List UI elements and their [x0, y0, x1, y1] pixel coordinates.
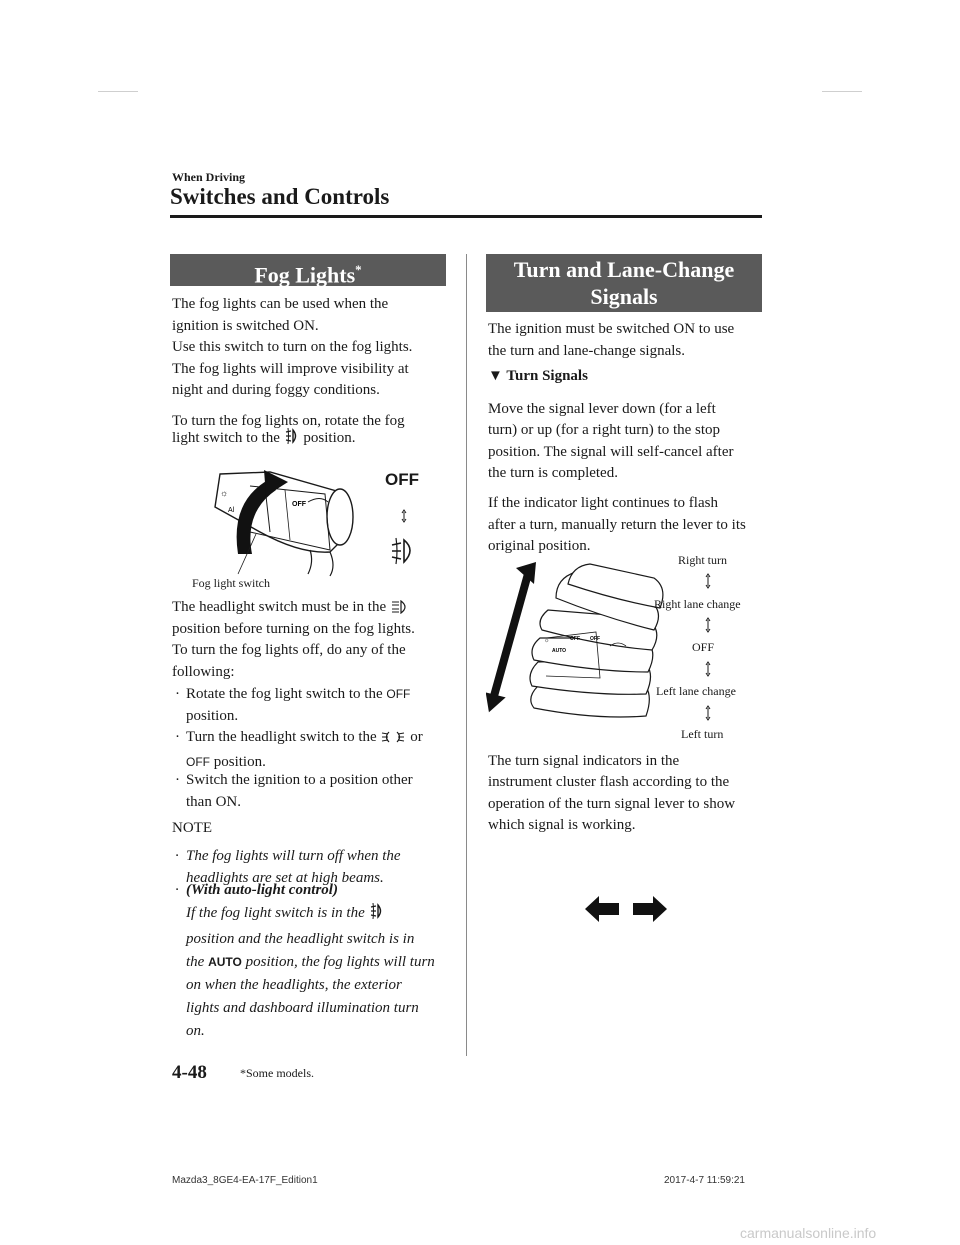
note-body — [186, 902, 435, 1043]
bullet-text: position. — [213, 753, 266, 770]
note-text: If the fog light switch is in the — [186, 905, 365, 921]
fog-rotate-line: To turn the fog lights on, rotate the fog — [172, 413, 405, 429]
turn-para-line: after a turn, manually return the lever to its — [488, 517, 746, 533]
svg-text:OFF: OFF — [570, 636, 580, 642]
bullet-text: or — [410, 729, 423, 745]
turn-indicator-arrows — [585, 896, 667, 922]
fog-intro-line: The fog lights will improve visibility at — [172, 361, 409, 377]
fog-switch-figure — [190, 462, 446, 592]
turn-heading-line1: Turn and Lane-Change — [513, 257, 735, 282]
note-item: · The fog lights will turn off when the headlights are set at high beams. — [175, 848, 401, 886]
fog-intro-line: Use this switch to turn on the fog lights. — [172, 339, 413, 355]
headlight-text: The headlight switch must be in the — [172, 599, 387, 615]
list-item: · Switch the ignition to a position other than ON. — [175, 772, 413, 810]
note-text: lights and dashboard illumination turn — [186, 1000, 419, 1016]
headlight-line1 — [172, 597, 410, 622]
fig-label-off: OFF — [692, 640, 715, 654]
crop-mark-right — [822, 91, 862, 92]
note-label: NOTE — [172, 820, 212, 836]
turn-intro-line: The ignition must be switched ON to use — [488, 321, 735, 337]
turn-para-line: the turn is completed. — [488, 465, 618, 481]
svg-text:OFF: OFF — [292, 501, 306, 508]
fig-label-right-turn: Right turn — [678, 553, 728, 567]
page-title: Switches and Controls — [170, 184, 390, 209]
right-turn-arrow-icon — [633, 896, 667, 922]
svg-text:☼: ☼ — [220, 488, 229, 498]
note-subhead: (With auto-light control) — [186, 882, 338, 898]
turn-para-line: instrument cluster flash according to the — [488, 774, 730, 790]
headlight-line: position before turning on the fog lights. — [172, 621, 415, 637]
list-item: · Rotate the fog light switch to the OFF position. — [175, 686, 411, 724]
turn-para-line: If the indicator light continues to flash — [488, 495, 718, 511]
bullet-text: Turn the headlight switch to the — [186, 729, 377, 745]
subheading-marker-icon: ▼ — [488, 368, 503, 384]
turn-para-line: turn) or up (for a right turn) to the stop — [488, 422, 721, 438]
fog-rotate-text: light switch to the — [172, 430, 280, 446]
turn-heading-line2: Signals — [590, 284, 658, 309]
turn-signals-heading — [486, 254, 762, 312]
some-models-mark: * — [355, 262, 362, 277]
note-item: · (With auto-light control) — [175, 882, 338, 898]
svg-text:OFF: OFF — [590, 636, 600, 642]
off-badge: OFF — [186, 754, 210, 769]
watermark: carmanualsonline.info — [740, 1225, 877, 1241]
note-text: position and the headlight switch is in — [186, 931, 415, 947]
turn-para-line: operation of the turn signal lever to show — [488, 796, 736, 812]
fig-position-arrows — [486, 548, 762, 748]
turn-para-line: original position. — [488, 538, 591, 554]
fog-intro-line: ignition is switched ON. — [172, 318, 319, 334]
timestamp: 2017-4-7 11:59:21 — [664, 1175, 745, 1186]
column-divider — [466, 254, 467, 1056]
fig-label-right-lane-change: Right lane change — [654, 597, 741, 611]
fog-rotate-line2 — [172, 427, 356, 453]
bullet-text: Switch the ignition to a position other — [186, 772, 413, 788]
headlight-line: To turn the fog lights off, do any of the — [172, 642, 406, 658]
title-rule — [170, 215, 762, 218]
turn-para-line: Move the signal lever down (for a left — [488, 401, 716, 417]
footnote: *Some models. — [240, 1066, 314, 1080]
turn-indicator-icons — [585, 896, 667, 922]
subheading-text: Turn Signals — [506, 368, 588, 384]
note-text: position, the fog lights will turn — [245, 954, 435, 970]
turn-para-line: The turn signal indicators in the — [488, 753, 680, 769]
edition-label: Mazda3_8GE4-EA-17F_Edition1 — [172, 1175, 318, 1186]
list-item: · Turn the headlight switch to the or OFF position. — [175, 729, 423, 770]
turn-signals-subheading — [488, 368, 588, 385]
note-text: on. — [186, 1023, 205, 1039]
auto-badge: AUTO — [208, 955, 242, 969]
bullet-text: position. — [186, 707, 239, 724]
turn-para-line: position. The signal will self-cancel after — [488, 444, 734, 460]
note-text: headlights are set at high beams. — [186, 869, 384, 886]
turn-intro-line: the turn and lane-change signals. — [488, 343, 686, 359]
parking-light-icon — [380, 730, 406, 752]
page-number: 4-48 — [172, 1062, 207, 1083]
fog-lights-heading — [170, 254, 446, 286]
fog-light-icon — [369, 902, 385, 928]
svg-text:AUTO: AUTO — [552, 648, 567, 654]
left-turn-arrow-icon — [585, 896, 619, 922]
note-text: the — [186, 954, 205, 970]
section-label: When Driving — [172, 170, 246, 184]
headlight-line: following: — [172, 664, 235, 680]
bullet-text: than ON. — [186, 793, 241, 810]
fog-light-icon — [284, 427, 300, 453]
fog-intro-line: night and during foggy conditions. — [172, 382, 380, 398]
fog-rotate-text-end: position. — [303, 430, 356, 446]
fig-label-left-turn: Left turn — [681, 727, 724, 741]
note-text: The fog lights will turn off when the — [186, 848, 401, 864]
off-badge: OFF — [386, 687, 411, 701]
crop-mark-left — [98, 91, 138, 92]
fog-lights-heading-text: Fog Lights — [254, 262, 356, 288]
svg-text:Al: Al — [228, 507, 235, 514]
note-text: on when the headlights, the exterior — [186, 977, 402, 993]
fog-intro-line: The fog lights can be used when the — [172, 296, 389, 312]
turn-lever-figure — [486, 548, 762, 748]
fog-switch-caption: Fog light switch — [192, 576, 271, 590]
fig-off-label: OFF — [385, 470, 419, 489]
svg-text:☼: ☼ — [544, 638, 550, 644]
fig-label-left-lane-change: Left lane change — [656, 684, 736, 698]
bullet-text: Rotate the fog light switch to the — [186, 686, 383, 702]
turn-para-line: which signal is working. — [488, 817, 636, 833]
